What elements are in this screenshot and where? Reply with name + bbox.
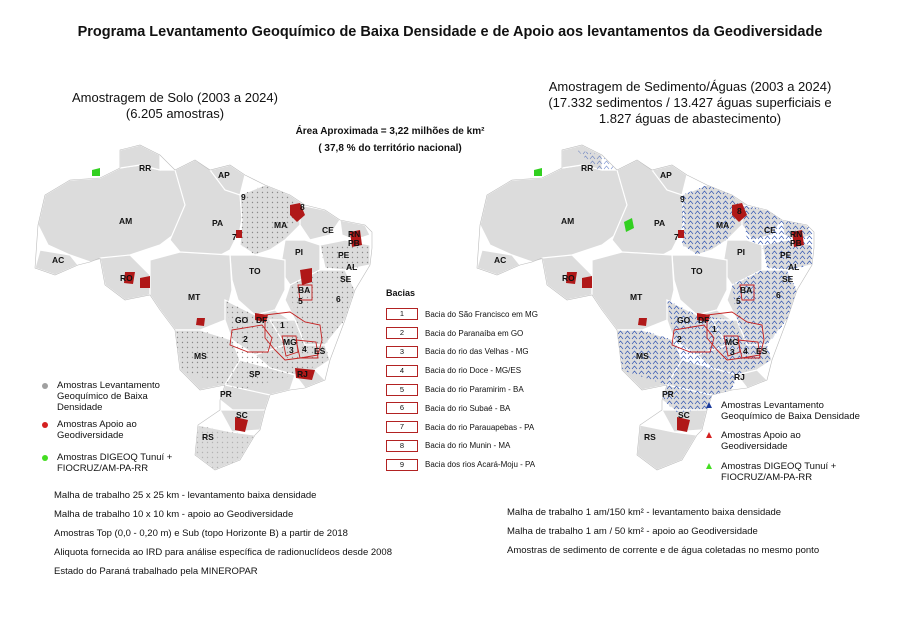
state-label-rr: RR [139,163,152,173]
state-label-pb: PB [790,238,802,248]
sediment-legend-digeoq [706,461,866,483]
bacia-number: 7 [386,421,418,433]
soil-note: Estado do Paraná trabalhado pela MINEROPAR [54,566,258,577]
state-label-ma: MA [716,220,730,230]
state-label-rr: RR [581,163,594,173]
sediment-legend-digeoq-label: Amostras DIGEOQ Tunuí + FIOCRUZ/AM-PA-RR [721,461,837,483]
bacia-number: 4 [386,365,418,377]
basin-label-8: 8 [300,202,305,212]
bacia-label: Bacia do Paranaíba em GO [425,328,524,338]
state-label-mt: MT [630,292,643,302]
page-title: Programa Levantamento Geoquímico de Baixa Densidade e de Apoio aos levantamentos da Geodiversidade [77,24,823,40]
soil-note: Aliquota fornecida ao IRD para análise específica de radionuclídeos desde 2008 [54,547,393,558]
sediment-legend [706,400,866,483]
bacia-label: Bacia do rio Parauapebas - PA [425,422,535,432]
bacia-number: 1 [386,308,418,320]
soil-map-title: Amostragem de Solo (2003 a 2024) [72,90,278,105]
state-label-ce: CE [764,225,776,235]
legend-dot-grey [42,383,48,389]
sediment-notes [507,503,887,560]
bacia-row [386,399,576,418]
sediment-legend-low-density-label: Amostras Levantamento Geoquímico de Baixa Densidade [721,400,860,422]
sediment-map-subtitle-2: 1.827 águas de abastecimento) [598,111,782,126]
basin-label-3: 3 [730,347,735,357]
sediment-map-title: Amostragem de Sedimento/Águas (2003 a 2024) [548,79,832,94]
state-label-to: TO [691,266,703,276]
soil-notes [54,486,474,581]
state-label-es: ES [314,346,326,356]
bacia-label: Bacia dos rios Acará-Moju - PA [425,460,536,470]
state-label-ro: RO [120,273,133,283]
state-label-rj: RJ [734,372,745,382]
basin-label-3: 3 [289,345,294,355]
soil-note: Amostras Top (0,0 - 0,20 m) e Sub (topo Horizonte B) a partir de 2018 [54,528,348,539]
soil-legend-support-label: Amostras Apoio ao Geodiversidade [57,419,137,441]
state-label-mt: MT [188,292,201,302]
soil-legend-digeoq-label: Amostras DIGEOQ Tunuí + FIOCRUZ/AM-PA-RR [57,452,173,474]
soil-digeoq-samples [92,168,100,176]
soil-note: Malha de trabalho 25 x 25 km - levantamento baixa densidade [54,490,317,501]
state-label-go: GO [677,315,691,325]
state-label-sc: SC [236,410,248,420]
state-label-rn: RN [348,229,361,239]
basin-label-9: 9 [680,194,685,204]
state-label-am: AM [119,216,133,226]
soil-legend-digeoq [42,452,192,474]
state-label-rn: RN [790,229,803,239]
state-label-df: DF [698,315,710,325]
basin-label-5: 5 [298,296,303,306]
state-label-ac: AC [52,255,65,265]
bacia-label: Bacia do rio Paramirim - BA [425,385,524,395]
soil-legend [42,380,192,474]
bacia-label: Bacia do rio Doce - MG/ES [425,366,522,376]
bacia-row [386,305,576,324]
state-label-se: SE [340,274,352,284]
sediment-map-subtitle-1: (17.332 sedimentos / 13.427 águas superficiais e [548,95,832,110]
bacia-number: 9 [386,459,418,471]
state-label-rj: RJ [297,369,308,379]
state-label-sc: SC [678,410,690,420]
state-label-pr: PR [662,389,674,399]
basin-label-6: 6 [776,290,781,300]
sediment-legend-low-density [706,400,866,422]
state-label-ms: MS [194,351,207,361]
soil-legend-support [42,419,192,441]
bacia-row [386,343,576,362]
bacia-number: 2 [386,327,418,339]
state-label-ma: MA [274,220,288,230]
state-label-mg: MG [283,337,297,347]
state-label-al: AL [346,262,358,272]
state-label-pa: PA [212,218,224,228]
state-label-pa: PA [654,218,666,228]
state-label-ce: CE [322,225,334,235]
sediment-note: Malha de trabalho 1 am/150 km² - levantamento baixa densidade [507,507,782,518]
state-label-pb: PB [348,238,360,248]
bacias-legend [386,288,576,474]
state-label-df: DF [256,315,268,325]
sediment-note: Amostras de sedimento de corrente e de água coletadas no mesmo ponto [507,545,820,556]
basin-label-1: 1 [280,320,285,330]
state-label-ms: MS [636,351,649,361]
state-label-ac: AC [494,255,507,265]
basin-label-2: 2 [677,334,682,344]
state-label-go: GO [235,315,249,325]
state-label-to: TO [249,266,261,276]
bacia-number: 8 [386,440,418,452]
state-label-rs: RS [644,432,656,442]
state-label-ba: BA [298,285,311,295]
sediment-legend-support-label: Amostras Apoio ao Geodiversidade [721,430,801,452]
legend-triangle-red [706,432,712,438]
bacia-row [386,380,576,399]
soil-map-subtitle: (6.205 amostras) [125,106,225,121]
basin-label-2: 2 [243,334,248,344]
sediment-note: Malha de trabalho 1 am / 50 km² - apoio ao Geodiversidade [507,526,758,537]
state-label-pe: PE [780,250,792,260]
state-label-pi: PI [295,247,304,257]
legend-dot-green [42,455,48,461]
basin-label-7: 7 [674,232,679,242]
state-label-sp: SP [249,369,261,379]
basin-label-4: 4 [302,344,307,354]
basin-label-6: 6 [336,294,341,304]
bacia-number: 5 [386,384,418,396]
bacia-number: 6 [386,402,418,414]
basin-label-5: 5 [736,296,741,306]
state-label-am: AM [561,216,575,226]
bacia-label: Bacia do rio das Velhas - MG [425,347,529,357]
state-label-mg: MG [725,337,739,347]
bacia-label: Bacia do São Francisco em MG [425,309,538,319]
state-label-pr: PR [220,389,232,399]
area-line-1: Área Aproximada = 3,22 milhões de km² [295,126,485,137]
soil-note: Malha de trabalho 10 x 10 km - apoio ao Geodiversidade [54,509,294,520]
sediment-legend-support [706,430,866,452]
state-label-ba: BA [740,285,753,295]
legend-dot-red [42,422,48,428]
bacia-row [386,418,576,437]
bacia-number: 3 [386,346,418,358]
basin-label-7: 7 [232,232,237,242]
basin-label-9: 9 [241,192,246,202]
bacias-title: Bacias [386,288,416,298]
state-label-ro: RO [562,273,575,283]
legend-triangle-blue [706,402,712,408]
basin-label-4: 4 [743,346,748,356]
state-label-es: ES [756,346,768,356]
legend-triangle-green [706,463,712,469]
bacia-label: Bacia do rio Subaé - BA [425,403,511,413]
bacia-row [386,324,576,343]
bacia-row [386,437,576,456]
state-label-ap: AP [218,170,230,180]
state-label-rs: RS [202,432,214,442]
state-label-pi: PI [737,247,746,257]
state-label-se: SE [782,274,794,284]
soil-legend-low-density [42,380,192,413]
basin-label-8: 8 [737,206,742,216]
basin-label-1: 1 [712,324,717,334]
bacia-label: Bacia do rio Munin - MA [425,441,511,451]
soil-legend-low-density-label: Amostras Levantamento Geoquímico de Baixa Densidade [57,380,160,413]
state-label-ap: AP [660,170,672,180]
area-line-2: ( 37,8 % do território nacional) [318,143,462,154]
bacia-row [386,455,576,474]
state-label-al: AL [788,262,800,272]
state-label-pe: PE [338,250,350,260]
bacia-row [386,361,576,380]
